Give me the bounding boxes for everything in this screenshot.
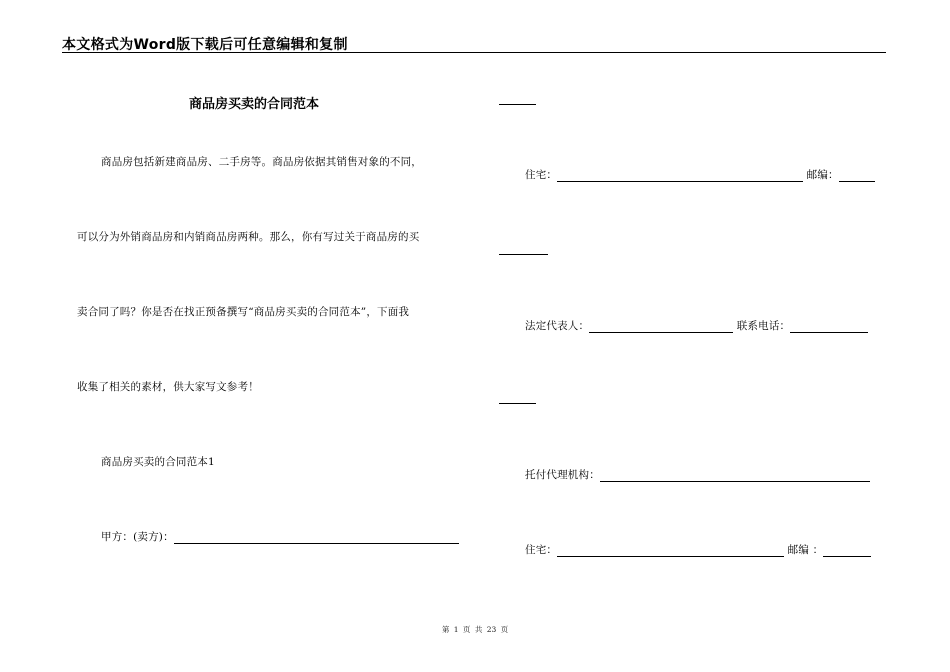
phone-label: 联系电话： — [736, 320, 791, 332]
party-a-row — [101, 529, 459, 544]
residence-label: 住宅： — [525, 169, 558, 181]
paragraph-line-4: 收集了相关的素材，供大家写文参考！ — [77, 381, 259, 393]
residence-row-1 — [525, 167, 875, 182]
postcode-blank — [839, 171, 875, 182]
section-heading: 商品房买卖的合同范本1 — [101, 456, 215, 468]
document-title: 商品房买卖的合同范本 — [189, 97, 320, 112]
legal-rep-row — [525, 318, 868, 333]
residence-label: 住宅： — [525, 544, 558, 556]
continuation-line-3 — [499, 403, 536, 404]
page-footer — [0, 624, 950, 635]
document-header: 本文格式为Word版下载后可任意编辑和复制 — [62, 37, 348, 53]
agency-row — [525, 467, 870, 482]
continuation-line-2 — [499, 254, 548, 255]
residence-row-2 — [525, 542, 871, 557]
paragraph-line-1: 商品房包括新建商品房、二手房等。商品房依据其销售对象的不同， — [101, 156, 422, 168]
agency-label: 托付代理机构： — [525, 469, 600, 481]
residence-blank — [557, 546, 784, 557]
residence-blank — [557, 171, 803, 182]
footer-total-unit: 页 — [500, 625, 509, 634]
agency-blank — [600, 471, 870, 482]
party-a-blank — [174, 533, 459, 544]
footer-page-unit: 页 — [462, 625, 471, 634]
party-a-label: 甲方：(卖方)： — [101, 531, 174, 543]
continuation-line-1 — [499, 104, 536, 105]
phone-blank — [790, 322, 868, 333]
postcode-blank — [823, 546, 871, 557]
footer-prefix: 第 — [441, 625, 450, 634]
paragraph-line-3: 卖合同了吗？你是否在找正预备撰写“商品房买卖的合同范本”，下面我 — [77, 306, 410, 318]
legal-rep-label: 法定代表人： — [525, 320, 590, 332]
footer-total-prefix: 共 — [474, 625, 483, 634]
total-pages: 23 — [486, 625, 497, 634]
paragraph-line-2: 可以分为外销商品房和内销商品房两种。那么，你有写过关于商品房的买 — [77, 231, 420, 243]
page-number: 1 — [453, 625, 459, 634]
header-divider — [62, 52, 886, 53]
postcode-label: 邮编 ： — [787, 544, 824, 556]
legal-rep-blank — [589, 322, 733, 333]
postcode-label: 邮编： — [806, 169, 839, 181]
